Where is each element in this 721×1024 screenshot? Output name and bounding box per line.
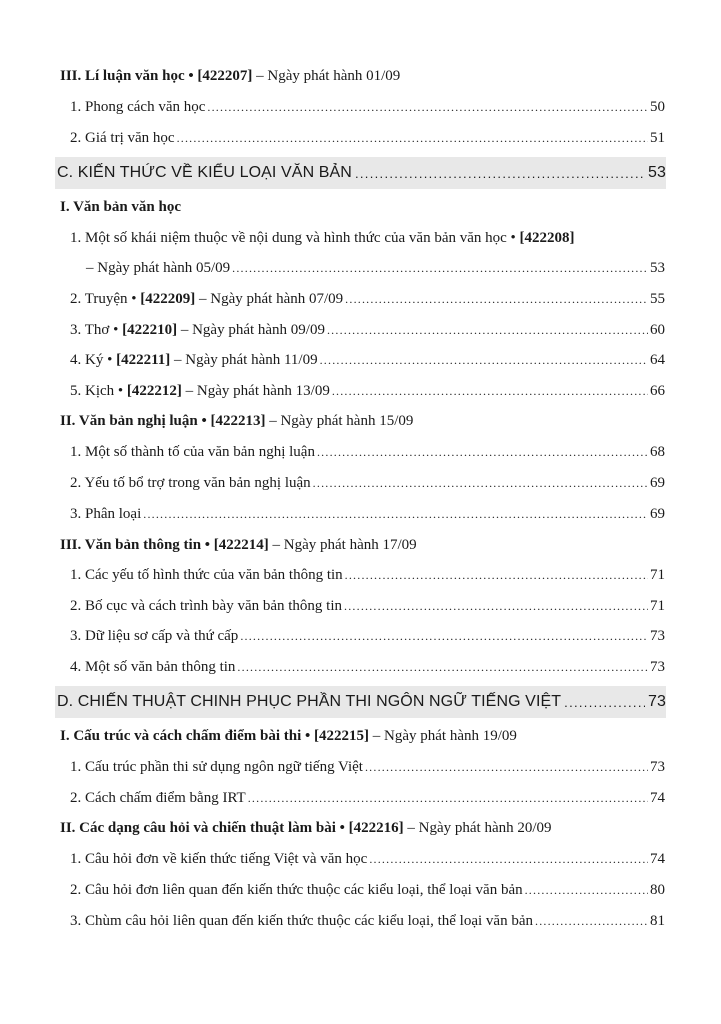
toc-entry-page: 71 [650, 567, 665, 583]
dot-leader [240, 626, 648, 646]
toc-entry-page: 69 [650, 506, 665, 522]
toc-entry-label: 5. Kịch • [70, 383, 127, 399]
section-heading-nghi-luan [60, 411, 663, 431]
toc-entry[interactable] [70, 626, 665, 646]
toc-entry[interactable] [70, 849, 665, 869]
toc-entry-label: 3. Phân loại [70, 506, 142, 522]
section-release-date: – Ngày phát hành 01/09 [252, 68, 401, 84]
toc-entry-code: [422208] [519, 230, 575, 246]
toc-entry-page: 60 [650, 322, 665, 338]
section-code: [422207] [197, 68, 253, 84]
toc-entry-code: [422209] [140, 291, 196, 307]
section-release-date: – Ngày phát hành 20/09 [403, 820, 552, 836]
section-release-date: – Ngày phát hành 19/09 [369, 728, 517, 744]
toc-entry-date: – Ngày phát hành 09/09 [177, 322, 325, 338]
toc-entry[interactable] [70, 228, 665, 248]
toc-entry-code: [422211] [116, 352, 171, 368]
section-heading-thong-tin [60, 535, 663, 555]
toc-entry-label: 3. Thơ • [70, 322, 123, 338]
toc-entry-page: 74 [650, 851, 665, 867]
section-heading-cac-dang-cau-hoi [60, 818, 663, 838]
dot-leader [369, 849, 648, 869]
dot-leader [143, 504, 648, 524]
toc-entry-page: 69 [650, 475, 665, 491]
dot-leader [313, 473, 648, 493]
toc-entry-label: 2. Bố cục và cách trình bày văn bản thông tin [70, 598, 343, 614]
toc-entry-label: 3. Chùm câu hỏi liên quan đến kiến thức thuộc các kiểu loại, thể loại văn bản [70, 913, 533, 929]
toc-entry-continuation[interactable] [86, 258, 665, 278]
chapter-heading-d[interactable] [55, 686, 666, 718]
toc-entry[interactable] [70, 289, 665, 309]
section-heading-ly-luan [60, 66, 663, 86]
toc-entry[interactable] [70, 657, 665, 677]
dot-leader [365, 757, 648, 777]
toc-entry-label: 2. Câu hỏi đơn liên quan đến kiến thức thuộc các kiểu loại, thể loại văn bản [70, 882, 523, 898]
dot-leader [344, 596, 648, 616]
dot-leader [248, 788, 648, 808]
toc-entry-code: [422210] [122, 322, 178, 338]
toc-entry-date: – Ngày phát hành 11/09 [170, 352, 318, 368]
toc-entry-page: 51 [650, 130, 665, 146]
toc-entry-label: 2. Cách chấm điểm bằng IRT [70, 790, 246, 806]
toc-entry[interactable] [70, 788, 665, 808]
toc-entry-page: 73 [650, 628, 665, 644]
dot-leader [207, 97, 648, 117]
toc-entry-page: 71 [650, 598, 665, 614]
toc-entry-label: 2. Giá trị văn học [70, 130, 175, 146]
dot-leader [525, 880, 648, 900]
dot-leader [332, 381, 648, 401]
section-title: III. Lí luận văn học • [60, 68, 198, 84]
chapter-heading-c[interactable] [55, 157, 666, 189]
toc-entry[interactable] [70, 442, 665, 462]
toc-entry-label: 1. Phong cách văn học [70, 99, 206, 115]
toc-entry-page: 64 [650, 352, 665, 368]
toc-entry[interactable] [70, 473, 665, 493]
toc-entry[interactable] [70, 911, 665, 931]
dot-leader [564, 695, 645, 710]
section-release-date: – Ngày phát hành 17/09 [268, 537, 417, 553]
chapter-page: 53 [648, 164, 666, 181]
dot-leader [345, 565, 648, 585]
section-title: I. Cấu trúc và cách chấm điểm bài thi • [422215] [60, 728, 369, 744]
toc-entry[interactable] [70, 880, 665, 900]
toc-entry-label: 4. Ký • [70, 352, 117, 368]
toc-entry[interactable] [70, 504, 665, 524]
toc-entry[interactable] [70, 97, 665, 117]
section-title: I. Văn bản văn học [60, 199, 182, 215]
section-release-date: – Ngày phát hành 15/09 [265, 413, 414, 429]
section-heading-van-ban-van-hoc [60, 197, 663, 217]
dot-leader [237, 657, 648, 677]
toc-entry-date: – Ngày phát hành 13/09 [181, 383, 330, 399]
toc-entry-date: – Ngày phát hành 07/09 [195, 291, 344, 307]
chapter-page: 73 [648, 693, 666, 710]
toc-entry-page: 73 [650, 759, 665, 775]
toc-entry-label: 1. Một số khái niệm thuộc về nội dung và hình thức của văn bản văn học • [70, 230, 520, 246]
toc-entry[interactable] [70, 596, 665, 616]
dot-leader [355, 166, 645, 181]
toc-entry-page: 53 [650, 260, 665, 276]
toc-entry-label: 1. Câu hỏi đơn về kiến thức tiếng Việt và văn học [70, 851, 368, 867]
toc-entry-page: 81 [650, 913, 665, 929]
section-title: II. Văn bản nghị luận • [422213] [60, 413, 266, 429]
toc-entry[interactable] [70, 381, 665, 401]
toc-entry-page: 66 [650, 383, 665, 399]
toc-entry-code: [422212] [126, 383, 182, 399]
toc-entry-page: 73 [650, 659, 665, 675]
section-title: III. Văn bản thông tin • [422214] [60, 537, 269, 553]
toc-entry-label: 1. Một số thành tố của văn bản nghị luận [70, 444, 315, 460]
toc-entry-label: 2. Yếu tố bổ trợ trong văn bản nghị luận [70, 475, 311, 491]
dot-leader [327, 320, 648, 340]
toc-entry[interactable] [70, 350, 665, 370]
dot-leader [535, 911, 648, 931]
section-title: II. Các dạng câu hỏi và chiến thuật làm bài • [422216] [60, 820, 404, 836]
toc-entry[interactable] [70, 320, 665, 340]
toc-entry[interactable] [70, 757, 665, 777]
section-heading-cau-truc [60, 726, 663, 746]
toc-entry-label: 4. Một số văn bản thông tin [70, 659, 236, 675]
chapter-title: D. CHIẾN THUẬT CHINH PHỤC PHẦN THI NGÔN NGỮ TIẾNG VIỆT [57, 693, 562, 710]
dot-leader [345, 289, 648, 309]
toc-entry-page: 74 [650, 790, 665, 806]
dot-leader [320, 350, 648, 370]
chapter-title: C. KIẾN THỨC VỀ KIỂU LOẠI VĂN BẢN [57, 164, 352, 181]
toc-entry-label: 1. Cấu trúc phần thi sử dụng ngôn ngữ tiếng Việt [70, 759, 363, 775]
toc-entry-label: 3. Dữ liệu sơ cấp và thứ cấp [70, 628, 239, 644]
dot-leader [232, 258, 648, 278]
toc-entry-page: 50 [650, 99, 665, 115]
toc-entry-page: 80 [650, 882, 665, 898]
toc-entry-page: 68 [650, 444, 665, 460]
dot-leader [317, 442, 648, 462]
toc-entry-label: 1. Các yếu tố hình thức của văn bản thông tin [70, 567, 343, 583]
toc-entry-label: 2. Truyện • [70, 291, 141, 307]
toc-entry[interactable] [70, 565, 665, 585]
toc-entry-label: – Ngày phát hành 05/09 [86, 260, 231, 276]
dot-leader [177, 128, 648, 148]
toc-entry[interactable] [70, 128, 665, 148]
toc-entry-page: 55 [650, 291, 665, 307]
